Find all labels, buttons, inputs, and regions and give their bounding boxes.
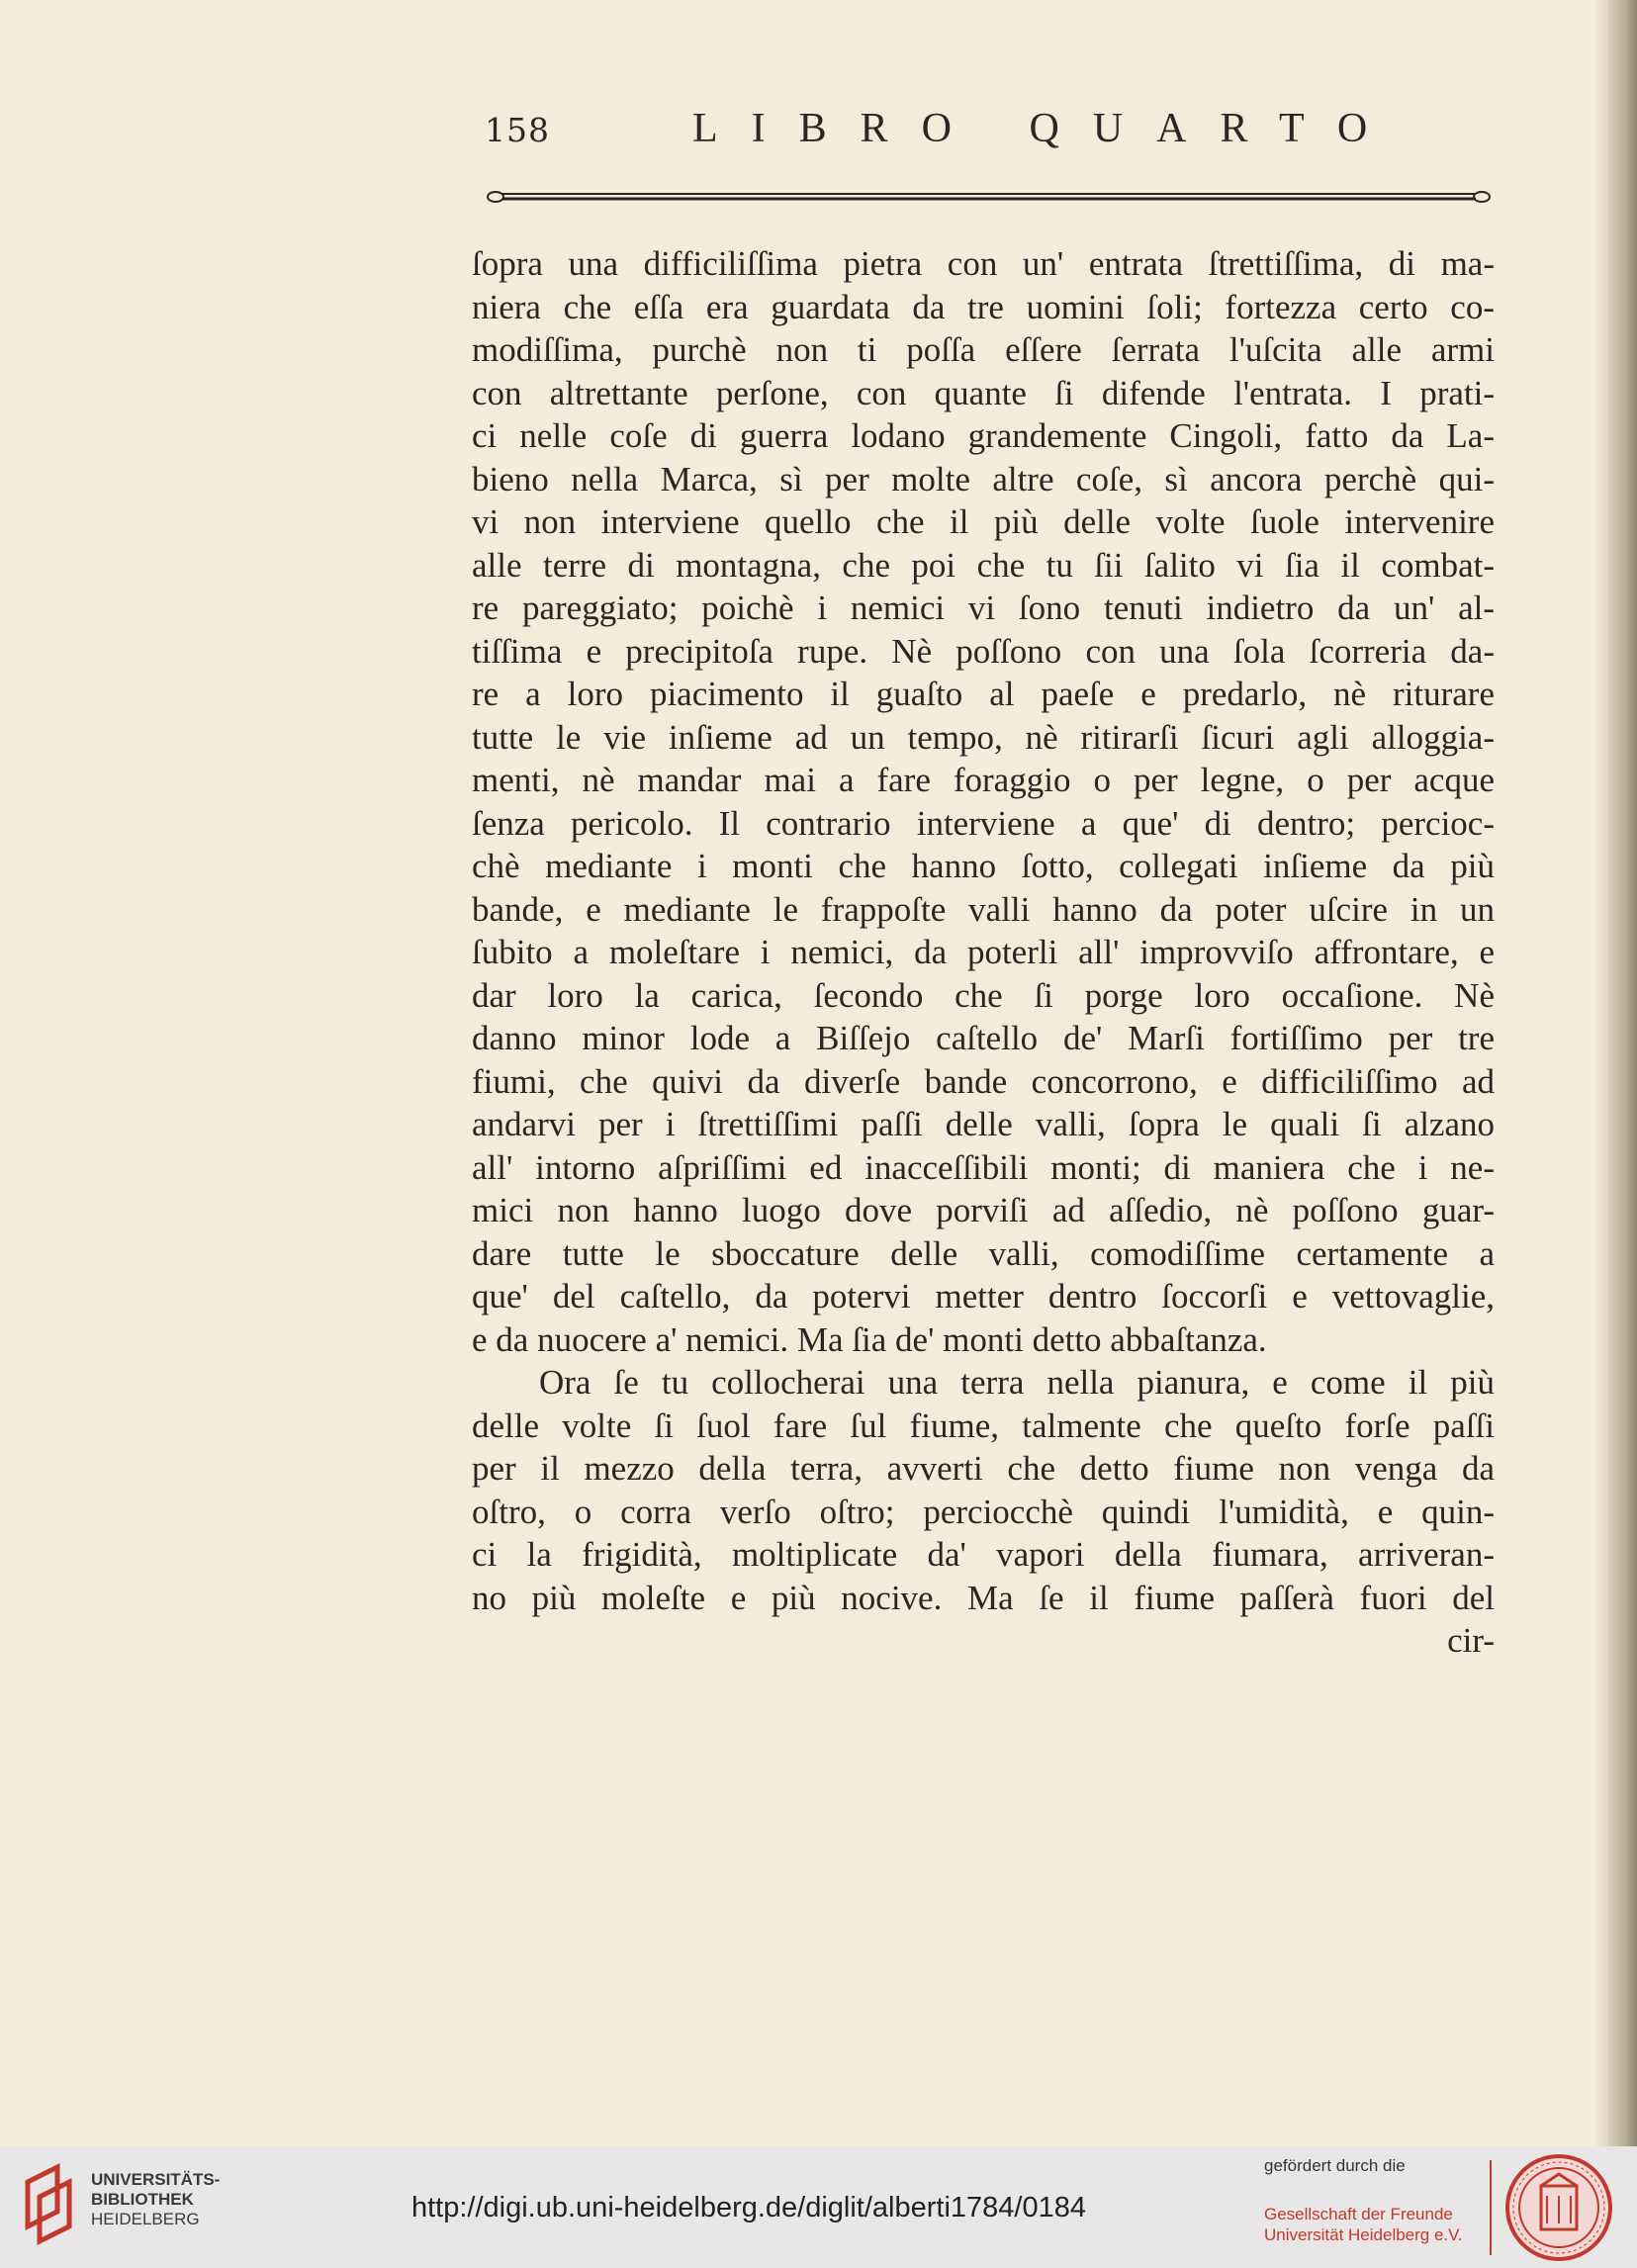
text-line: con altrettante perſone, con quante ſi difende l'entrata. I prati- xyxy=(472,373,1495,412)
university-seal-icon xyxy=(1503,2152,1614,2263)
text-line: tutte le vie inſieme ad un tempo, nè ritirarſi ſicuri agli alloggia- xyxy=(472,717,1495,757)
library-name-line1: UNIVERSITÄTS- xyxy=(91,2170,221,2189)
catchword: cir- xyxy=(1447,1621,1495,1660)
footer-bar xyxy=(0,2146,1637,2268)
text-line: ci la frigidità, moltiplicate da' vapori della fiumara, arriveran- xyxy=(472,1535,1495,1574)
society-name-line2: Universität Heidelberg e.V. xyxy=(1264,2225,1463,2244)
text-line: ci nelle coſe di guerra lodano grandemente Cingoli, fatto da La- xyxy=(472,416,1495,455)
text-line: alle terre di montagna, che poi che tu ſii ſalito vi ſia il combat- xyxy=(472,545,1495,585)
text-line: re pareggiato; poichè i nemici vi ſono tenuti indietro da un' al- xyxy=(472,589,1495,627)
text-line: dar loro la carica, ſecondo che ſi porge loro occaſione. Nè xyxy=(472,975,1495,1015)
text-line: re a loro piacimento il guaſto al paeſe e predarlo, nè riturare xyxy=(472,675,1495,713)
text-line: delle volte ſi ſuol fare ſul fiume, talmente che queſto forſe paſſi xyxy=(472,1406,1495,1445)
text-line: ſubito a moleſtare i nemici, da poterli all' improvviſo affrontare, e xyxy=(472,933,1495,971)
text-line: all' intorno aſpriſſimi ed inacceſſibili monti; di maniera che i ne- xyxy=(472,1147,1495,1187)
text-line: no più moleſte e più nocive. Ma ſe il fiume paſſerà fuori del xyxy=(472,1578,1495,1617)
body-text xyxy=(472,242,1495,1663)
society-name[interactable] xyxy=(1264,2204,1463,2245)
text-line: tiſſima e precipitoſa rupe. Nè poſſono con una ſola ſcorreria da- xyxy=(472,631,1495,671)
text-line: menti, nè mandar mai a fare foraggio o per legne, o per acque xyxy=(472,761,1495,799)
text-line: andarvi per i ſtrettiſſimi paſſi delle valli, ſopra le quali ſi alzano xyxy=(472,1105,1495,1143)
library-name-line3: HEIDELBERG xyxy=(91,2210,200,2228)
text-line: per il mezzo della terra, avverti che detto fiume non venga da xyxy=(472,1449,1495,1488)
text-line: fiumi, che quivi da diverſe bande concorrono, e difficiliſſimo ad xyxy=(472,1061,1495,1101)
permalink-url[interactable]: http://digi.ub.uni-heidelberg.de/diglit/alberti1784/0184 xyxy=(411,2192,1086,2223)
text-line: ſopra una difficiliſſima pietra con un' entrata ſtrettiſſima, di ma- xyxy=(472,244,1495,283)
text-line: que' del caſtello, da potervi metter dentro ſoccorſi e vettovaglie, xyxy=(472,1277,1495,1315)
text-line: bande, e mediante le frappoſte valli hanno da poter uſcire in un xyxy=(472,889,1495,929)
text-line: oſtro, o corra verſo oſtro; perciocchè quindi l'umidità, e quin- xyxy=(472,1492,1495,1531)
university-library-logo-icon[interactable] xyxy=(18,2162,79,2251)
text-line: dare tutte le sboccature delle valli, comodiſſime certamente a xyxy=(472,1233,1495,1273)
text-line: modiſſima, purchè non ti poſſa eſſere ſerrata l'uſcita alle armi xyxy=(472,330,1495,369)
page-edge xyxy=(1595,0,1607,2146)
text-line: niera che eſſa era guardata da tre uomini ſoli; fortezza certo co- xyxy=(472,287,1495,326)
text-line: vi non interviene quello che il più delle volte ſuole intervenire xyxy=(472,502,1495,541)
text-line: Ora ſe tu collocherai una terra nella pianura, e come il più xyxy=(539,1363,1495,1402)
text-line: ſenza pericolo. Il contrario interviene a que' di dentro; percioc- xyxy=(472,803,1495,843)
running-head: LIBRO QUARTO xyxy=(692,106,1402,151)
text-line: danno minor lode a Biſſejo caſtello de' Marſi fortiſſimo per tre xyxy=(472,1019,1495,1057)
library-name-line2: BIBLIOTHEK xyxy=(91,2190,194,2209)
funded-by-label: gefördert durch die xyxy=(1264,2156,1406,2175)
footer-divider xyxy=(1490,2160,1492,2255)
scan-border xyxy=(1607,0,1637,2146)
library-name xyxy=(91,2170,220,2229)
society-name-line1: Gesellschaft der Freunde xyxy=(1264,2205,1453,2223)
header-rule xyxy=(487,190,1492,204)
page-number: 158 xyxy=(485,111,550,149)
text-line: chè mediante i monti che hanno ſotto, collegati inſieme da più xyxy=(472,847,1495,885)
text-line: e da nuocere a' nemici. Ma ſia de' monti detto abbaſtanza. xyxy=(472,1319,1267,1359)
text-line: bieno nella Marca, sì per molte altre coſe, sì ancora perchè qui- xyxy=(472,459,1495,499)
text-line: mici non hanno luogo dove porviſi ad aſſedio, nè poſſono guar- xyxy=(472,1191,1495,1229)
